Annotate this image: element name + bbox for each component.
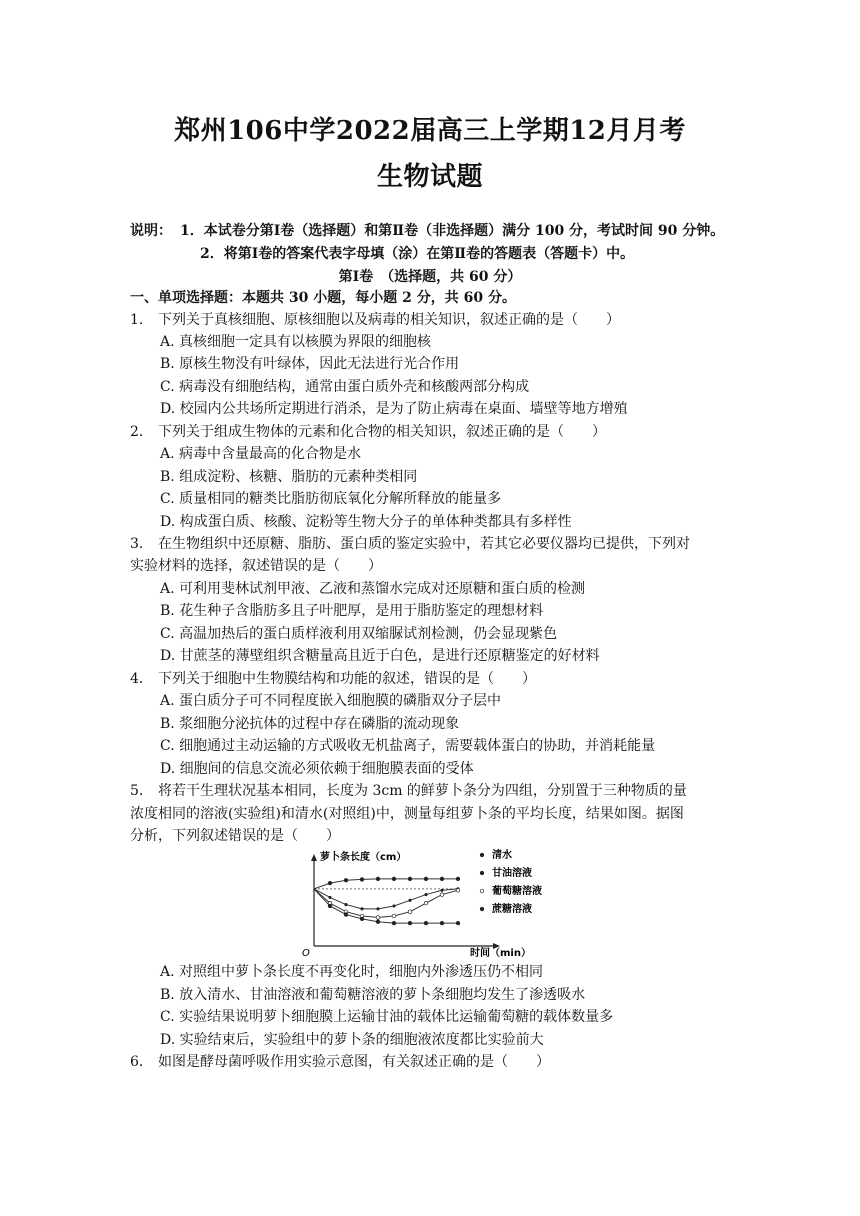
data-point [376,916,380,920]
data-point [344,878,348,882]
legend-label: 蔗糖溶液 [492,904,532,915]
data-point [456,921,460,925]
option-a: A. 真核细胞一定具有以核膜为界限的细胞核 [160,334,432,350]
data-point [456,877,460,881]
data-point [376,920,380,924]
legend-label: 甘油溶液 [492,868,532,879]
line-chart [300,846,562,958]
data-point [361,908,363,910]
question-number: 2． [130,424,153,440]
question-6 [130,1052,550,1072]
question-stem: 将若干生理状况基本相同，长度为 3cm 的鲜萝卜条分为四组，分别置于三种物质的量 [158,783,687,799]
question-stem-continued: 浓度相同的溶液(实验组)和清水(对照组)中，测量每组萝卜条的平均长度，结果如图。据图 [130,806,684,822]
option-a: A. 病毒中含量最高的化合物是水 [160,446,362,462]
option-a: A. 对照组中萝卜条长度不再变化时，细胞内外渗透压仍不相同 [160,964,544,980]
question-number: 3． [130,536,153,552]
data-point [329,896,331,898]
question-number: 6． [130,1054,153,1070]
question-stem-continued: 分析，下列叙述错误的是（ ） [130,828,340,844]
exam-subtitle: 生物试题 [376,162,483,192]
legend-label: 葡萄糖溶液 [492,886,542,897]
question-stem: 下列关于细胞中生物膜结构和功能的叙述，错误的是（ ） [158,671,536,687]
question-stem: 下列关于组成生物体的元素和化合物的相关知识，叙述正确的是（ ） [158,424,606,440]
data-point [392,914,396,918]
data-point [424,921,428,925]
option-b: B. 原核生物没有叶绿体，因此无法进行光合作用 [160,356,460,372]
data-point [392,921,396,925]
question-5 [130,781,687,801]
legend-marker [480,907,484,911]
option-a: A. 蛋白质分子可不同程度嵌入细胞膜的磷脂双分子层中 [160,693,502,709]
y-axis-label: 萝卜条长度（cm） [320,852,407,863]
question-2 [130,422,606,442]
question-4 [130,669,536,689]
data-point [344,913,348,917]
data-point [328,881,332,885]
option-d: D. 甘蔗茎的薄壁组织含糖量高且近于白色，是进行还原糖鉴定的好材料 [160,648,600,664]
legend-label: 清水 [492,850,512,861]
option-c: C. 质量相同的糖类比脂肪彻底氧化分解所释放的能量多 [160,491,502,507]
y-axis-arrow [311,854,317,861]
part-title: 第Ⅰ卷 （选择题，共 60 分） [338,269,522,285]
x-axis-label: 时间（min） [470,948,531,958]
question-1 [130,310,620,330]
section-title: 一、单项选择题：本题共 30 小题，每小题 2 分，共 60 分。 [130,290,516,306]
question-stem: 下列关于真核细胞、原核细胞以及病毒的相关知识，叙述正确的是（ ） [158,312,620,328]
data-point [440,877,444,881]
question-stem: 在生物组织中还原糖、脂肪、蛋白质的鉴定实验中，若其它必要仪器均已提供，下列对 [158,536,690,552]
series-line-3 [314,889,458,918]
option-d: D. 校园内公共场所定期进行消杀，是为了防止病毒在桌面、墙壁等地方增殖 [160,401,628,417]
data-point [409,899,411,901]
data-point [456,888,460,892]
option-b: B. 浆细胞分泌抗体的过程中存在磷脂的流动现象 [160,716,460,732]
data-point [441,889,443,891]
data-point [440,921,444,925]
data-point [360,917,364,921]
exam-title: 郑州106中学2022届高三上学期12月月考 [174,116,686,146]
instructions-line-1: 1．本试卷分第Ⅰ卷（选择题）和第Ⅱ卷（非选择题）满分 100 分，考试时间 90 分钟。 [180,223,725,239]
data-point [377,908,379,910]
data-point [408,921,412,925]
legend-marker [480,853,484,857]
data-point [425,893,427,895]
question-number: 1． [130,312,153,328]
origin-label: O [302,948,310,958]
data-point [424,901,428,905]
option-b: B. 花生种子含脂肪多且子叶肥厚，是用于脂肪鉴定的理想材料 [160,603,544,619]
instructions-label: 说明： [130,223,172,239]
option-a: A. 可利用斐林试剂甲液、乙液和蒸馏水完成对还原糖和蛋白质的检测 [160,581,586,597]
question-3 [130,534,690,554]
question-stem: 如图是酵母菌呼吸作用实验示意图，有关叙述正确的是（ ） [158,1054,550,1070]
data-point [345,903,347,905]
instructions-line-2: 2．将第Ⅰ卷的答案代表字母填（涂）在第Ⅱ卷的答题表（答题卡）中。 [200,246,635,262]
series-line-1 [314,879,458,889]
legend-marker [480,871,484,875]
question-stem-continued: 实验材料的选择，叙述错误的是（ ） [130,558,382,574]
option-b: B. 放入清水、甘油溶液和葡萄糖溶液的萝卜条细胞均发生了渗透吸水 [160,987,586,1003]
data-point [360,878,364,882]
option-c: C. 细胞通过主动运输的方式吸收无机盐离子，需要载体蛋白的协助，并消耗能量 [160,738,656,754]
option-c: C. 病毒没有细胞结构，通常由蛋白质外壳和核酸两部分构成 [160,379,530,395]
option-d: D. 构成蛋白质、核酸、淀粉等生物大分子的单体种类都具有多样性 [160,514,572,530]
option-b: B. 组成淀粉、核糖、脂肪的元素种类相同 [160,469,418,485]
data-point [376,877,380,881]
data-point [424,877,428,881]
legend-marker [480,889,484,893]
data-point [408,910,412,914]
question-number: 4． [130,671,153,687]
data-point [328,904,332,908]
option-d: D. 细胞间的信息交流必须依赖于细胞膜表面的受体 [160,761,474,777]
question-number: 5． [130,783,153,799]
option-c: C. 高温加热后的蛋白质样液利用双缩脲试剂检测，仍会显现紫色 [160,626,558,642]
data-point [440,893,444,897]
data-point [393,905,395,907]
option-c: C. 实验结果说明萝卜细胞膜上运输甘油的载体比运输葡萄糖的载体数量多 [160,1009,614,1025]
data-point [408,877,412,881]
option-d: D. 实验结束后，实验组中的萝卜条的细胞液浓度都比实验前大 [160,1032,544,1048]
data-point [392,877,396,881]
